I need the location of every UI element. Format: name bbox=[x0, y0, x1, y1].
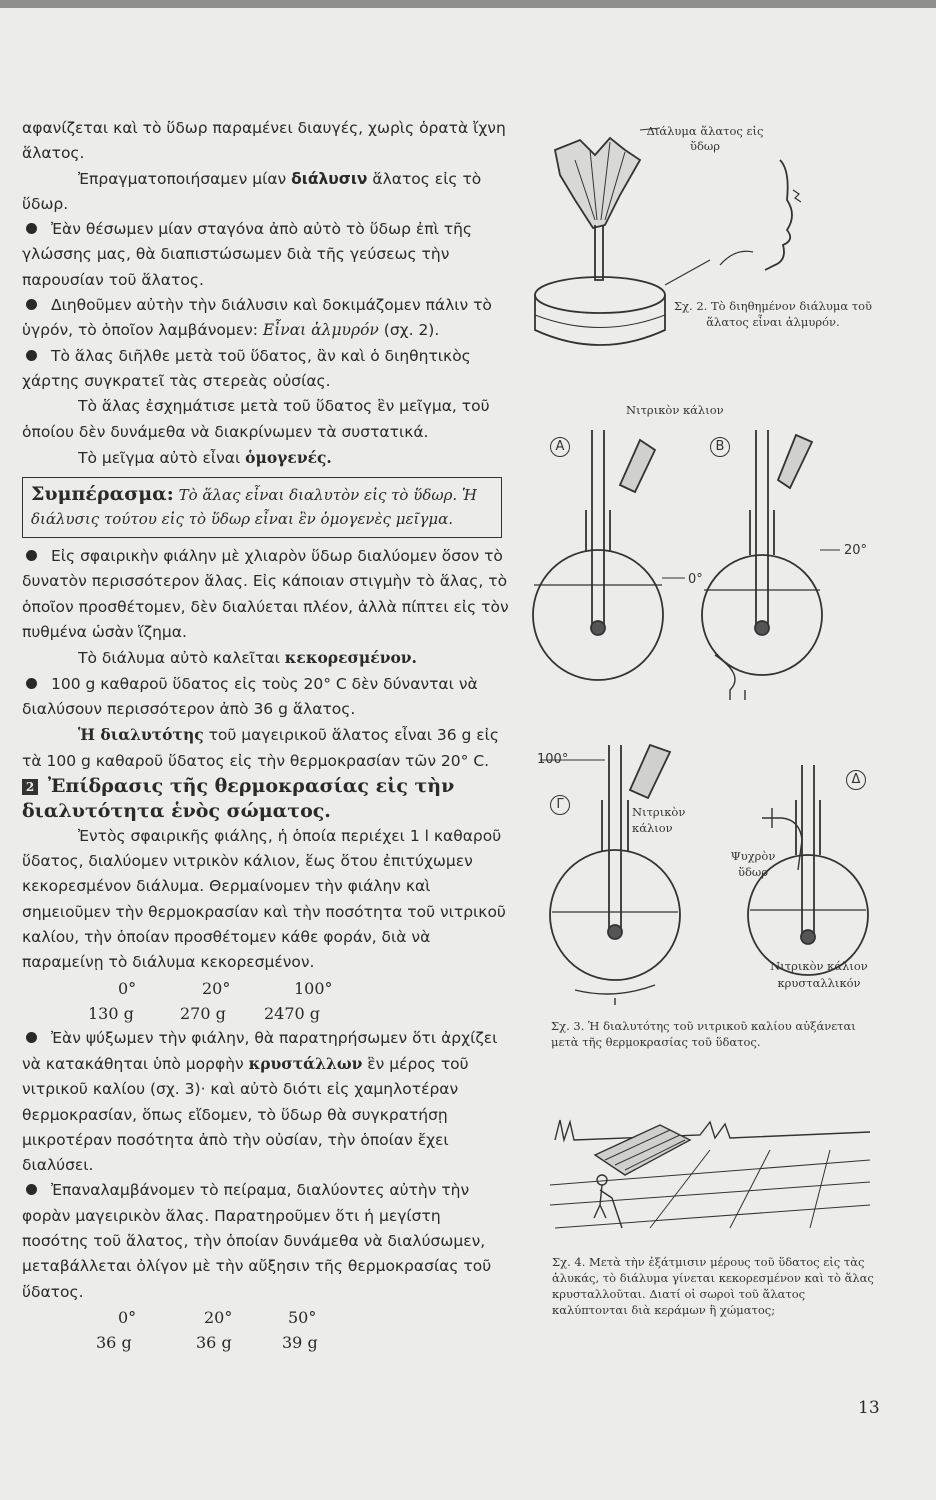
paragraph: Τὸ μεῖγμα αὐτὸ εἶναι ὁμογενές. bbox=[78, 447, 332, 467]
paragraph: Τὸ ἅλας ἐσχημάτισε μετὰ τοῦ ὕδατος ἓν μεῖγμα, τοῦ ὁποίου δὲν δυνάμεθα νὰ διακρίνωμεν τὰ συστατικά. bbox=[22, 397, 490, 441]
paragraph: Τὸ ἅλας διῆλθε μετὰ τοῦ ὕδατος, ἂν καὶ ὁ διηθητικὸς χάρτης συγκρατεῖ τὰς στερεὰς οὐσίας. bbox=[22, 346, 471, 390]
flask-a bbox=[533, 550, 663, 680]
temp-20-label: 20° bbox=[844, 543, 868, 558]
fig2-label: Διάλυμα ἅλατος εἰς ὕδωρ bbox=[646, 124, 764, 153]
paragraph: 100 g καθαροῦ ὕδατος εἰς τοὺς 20° C δὲν δύνανται νὰ διαλύσουν περισσότερον ἀπὸ 36 g ἅλατος. bbox=[22, 674, 478, 718]
temp-0-label: 0° bbox=[688, 572, 703, 587]
page-number: 13 bbox=[858, 1398, 880, 1418]
flask-g bbox=[550, 850, 680, 980]
term-solubility: Ἡ διαλυτότης bbox=[78, 725, 204, 745]
paragraph: Ἐπαναλαμβάνομεν τὸ πείραμα, διαλύοντες αὐτὴν τὴν φορὰν μαγειρικὸν ἅλας. Παρατηροῦμεν ὅτι ἡ μεγίστη ποσότης τοῦ ἅλατος, τὴν ὁποίαν δυνάμεθα νὰ διαλύσωμεν, μεταβάλλεται ὀλίγον μὲ τὴν αὔξησιν τῆς θερμοκρασίας τοῦ ὕδατος. bbox=[22, 1181, 492, 1301]
paragraph: αφανίζεται καὶ τὸ ὕδωρ παραμένει διαυγές, χωρὶς ὁρατὰ ἴχνη ἅλατος. bbox=[22, 119, 506, 163]
funnel-stem bbox=[595, 225, 603, 280]
filter-paper bbox=[555, 138, 640, 228]
section-number: 2 bbox=[22, 779, 38, 795]
term-saturated: κεκορεσμένον. bbox=[284, 648, 417, 668]
table-potassium-nitrate: 0° 20° 100° 130 g 270 g 2470 g bbox=[88, 978, 333, 1023]
fig2-caption: Σχ. 2. Τὸ διηθημένον διάλυμα τοῦ ἅλατος εἶναι ἁλμυρόν. bbox=[673, 299, 873, 329]
fig3-caption: Σχ. 3. Ἡ διαλυτότης τοῦ νιτρικοῦ καλίου αὐξάνεται μετὰ τῆς θερμοκρασίας τοῦ ὕδατος. bbox=[551, 1019, 856, 1049]
flask-a-marker: Α bbox=[550, 437, 570, 457]
fig3-crystal-label: Νιτρικὸν κάλιον κρυσταλλικόν bbox=[770, 959, 868, 990]
paragraph: Ἐὰν ψύξωμεν τὴν φιάλην, θὰ παρατηρήσωμεν ὅτι ἀρχίζει νὰ κατακάθηται ὑπὸ μορφὴν κρυστάλλων ἓν μέρος τοῦ νιτρικοῦ καλίου (σχ. 3)· καὶ αὐτὸ διότι εἰς χαμηλοτέραν θερμοκρασίαν, ὅπως εἴδομεν, τὸ ὕδωρ θὰ συγκρατήσῃ μικροτέραν ποσότητα ἀπὸ τὴν οὐσίαν, τὴν ὁποίαν ἔχει διαλύσει. bbox=[22, 1028, 498, 1175]
thermometer-g bbox=[609, 745, 621, 930]
bullet-icon bbox=[26, 223, 37, 234]
conclusion-box: Συμπέρασμα: Τὸ ἅλας εἶναι διαλυτὸν εἰς τὸ ὕδωρ. Ἡ διάλυσις τούτου εἰς τὸ ὕδωρ εἶναι ἓν ὁμογενὲς μεῖγμα. bbox=[22, 477, 502, 538]
paper-cone-b bbox=[778, 435, 812, 488]
paragraph: Ἡ διαλυτότης τοῦ μαγειρικοῦ ἅλατος εἶναι 36 g εἰς τὰ 100 g καθαροῦ ὕδατος εἰς τὴν θερμοκρασίαν τῶν 20° C. bbox=[22, 725, 500, 770]
fig3-cold-water-label: Ψυχρὸν ὕδωρ bbox=[730, 849, 776, 879]
paragraph: Ἐπραγματοποιήσαμεν μίαν διάλυσιν ἅλατος εἰς τὸ ὕδωρ. bbox=[22, 169, 482, 213]
paragraph: Διηθοῦμεν αὐτὴν τὴν διάλυσιν καὶ δοκιμάζομεν πάλιν τὸ ὑγρόν, τὸ ὁποῖον λαμβάνομεν: Εἶναι ἁλμυρόν (σχ. 2). bbox=[22, 296, 492, 340]
cold-water-tap-icon bbox=[762, 808, 782, 828]
paragraph: Ἐὰν θέσωμεν μίαν σταγόνα ἀπὸ αὐτὸ τὸ ὕδωρ ἐπὶ τῆς γλώσσης μας, θὰ διαπιστώσωμεν διὰ τῆς γεύσεως τὴν παρουσίαν τοῦ ἅλατος. bbox=[22, 220, 473, 289]
horizon-line bbox=[555, 1120, 870, 1140]
flask-g-marker: Γ bbox=[550, 795, 570, 815]
paragraph: Ἐντὸς σφαιρικῆς φιάλης, ἡ ὁποία περιέχει 1 l καθαροῦ ὕδατος, διαλύομεν νιτρικὸν κάλιον, ἕως ὅτου ἐπιτύχωμεν κεκορεσμένον διάλυμα. Θερμαίνομεν τὴν φιάλην καὶ σημειοῦμεν τὴν θερμοκρασίαν καὶ τὴν ποσότητα τοῦ νιτρικοῦ καλίου, τὴν ὁποίαν προσθέτομεν κάθε φοράν, διὰ νὰ παραμείνῃ τὸ διάλυμα κεκορεσμένον. bbox=[22, 826, 506, 972]
bullet-icon bbox=[26, 1032, 37, 1043]
fig4-caption: Σχ. 4. Μετὰ τὴν ἐξάτμισιν μέρους τοῦ ὕδατος εἰς τὰς ἁλυκάς, τὸ διάλυμα γίνεται κεκορεσμένον καὶ τὸ ἅλας κρυσταλλοῦται. Διατί οἱ σωροὶ τοῦ ἅλατος καλύπτονται διὰ κεράμων ἢ χώματος; bbox=[552, 1255, 874, 1317]
figure-3-solubility bbox=[520, 400, 880, 1010]
term-dialysis: διάλυσιν bbox=[291, 169, 368, 188]
main-text-column bbox=[22, 116, 510, 1355]
salt-heap-roof bbox=[595, 1125, 690, 1175]
worker-figure bbox=[597, 1175, 607, 1185]
paragraph: Τὸ διάλυμα αὐτὸ καλεῖται κεκορεσμένον. bbox=[78, 648, 417, 668]
dish-rim bbox=[535, 277, 665, 313]
section-heading: 2 Ἐπίδρασις τῆς θερμοκρασίας εἰς τὴν διαλυτότητα ἑνὸς σώματος. bbox=[22, 774, 455, 822]
thermometer-a bbox=[592, 430, 604, 625]
table-salt: 0° 20° 50° 36 g 36 g 39 g bbox=[96, 1307, 318, 1352]
temp-100-label: 100° bbox=[537, 752, 569, 767]
bullet-icon bbox=[26, 1184, 37, 1195]
conclusion-heading: Συμπέρασμα: bbox=[31, 483, 174, 506]
bullet-icon bbox=[26, 350, 37, 361]
figure-4-salt-pans bbox=[550, 1110, 880, 1230]
top-edge bbox=[0, 0, 936, 8]
thermometer-b bbox=[756, 430, 768, 625]
paragraph: Εἰς σφαιρικὴν φιάλην μὲ χλιαρὸν ὕδωρ διαλύομεν ὅσον τὸ δυνατὸν περισσότερον ἅλας. Εἰς κάποιαν στιγμὴν τὸ ἅλας, τὸ ὁποῖον προσθέτομεν, δὲν διαλύεται πλέον, ἀλλὰ πίπτει εἰς τὸν πυθμένα ὡσὰν ἵζημα. bbox=[22, 547, 509, 642]
bullet-icon bbox=[26, 550, 37, 561]
flask-b-marker: Β bbox=[710, 437, 730, 457]
paper-cone-a bbox=[620, 440, 655, 492]
fig3-nitrikon-label: Νιτρικὸν κάλιον bbox=[632, 805, 686, 835]
face-profile bbox=[765, 160, 792, 270]
bullet-icon bbox=[26, 299, 37, 310]
flask-d-marker: Δ bbox=[846, 770, 866, 790]
fig3-label-top: Νιτρικὸν κάλιον bbox=[626, 403, 724, 417]
flask-b bbox=[702, 555, 822, 675]
bullet-icon bbox=[26, 678, 37, 689]
